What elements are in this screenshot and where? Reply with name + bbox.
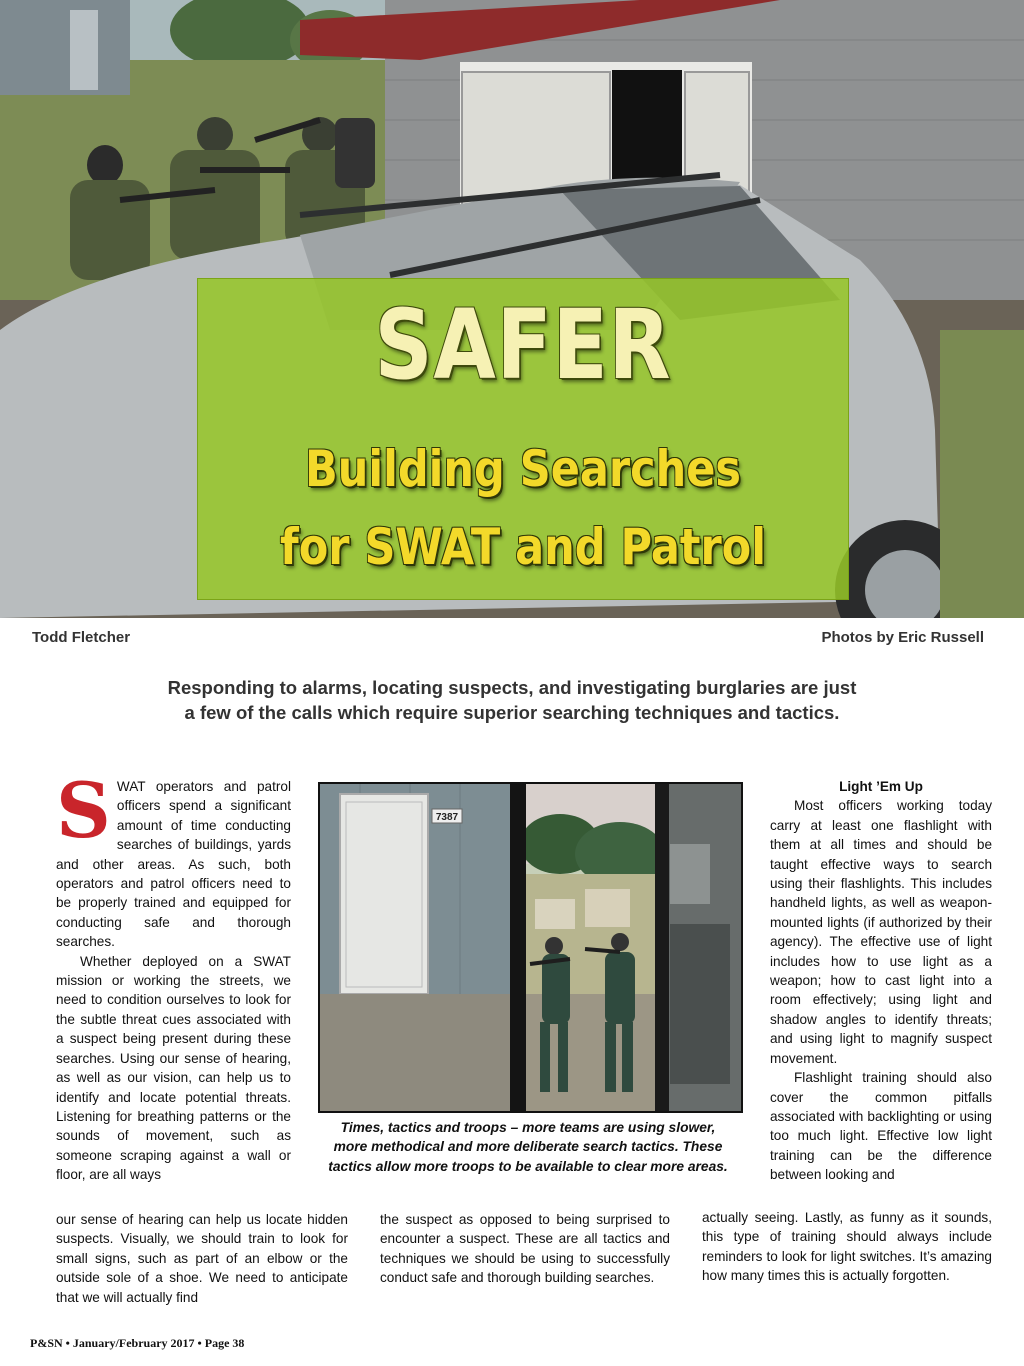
inset-photo-caption: Times, tactics and troops – more teams are using slower, more methodical and more deliberate search tactics. These tactics allow more troops to be available to clear more areas. — [328, 1120, 728, 1174]
body-paragraph-1: WAT operators and patrol officers spend a significant amount of time conducting searches of buildings, yards and other areas. As such, both operators and patrol officers need to be properly trained and equipped for conducting safe and thorough searches. — [56, 779, 291, 950]
body-paragraph-2: Whether deployed on a SWAT mission or working the streets, we need to condition ourselves to look for the subtle threat cues associated with a suspect being present during these searches. Using our sense of hearing, as well as our vision, can help us to identify and locate potential threats. Listening for breathing patterns or the sounds of movement, such as someone scraping against a wall or floor, are all ways — [56, 953, 291, 1183]
deck-line-1: Responding to alarms, locating suspects, and investigating burglaries are just — [167, 677, 857, 698]
body-column-right-top — [770, 777, 992, 1185]
body-paragraph-4: Flashlight training should also cover the common pitfalls associated with backlighting or using too much light. Effective low light training can be the difference between looking and — [770, 1070, 992, 1183]
body-paragraph-4-continued: actually seeing. Lastly, as funny as it sounds, this type of training should always include reminders to look for light switches. It’s amazing how many times this is actually forgotten. — [702, 1210, 992, 1284]
body-paragraph-3: Most officers working today carry at least one flashlight with them at all times and should be taught effective ways to search using their flashlights. This includes handheld lights, as well as weapon-mounted lights (if authorized by their agency). The effective use of light includes how to use light as a weapon; how to cast light into a room effectively; using light and shadow angles to identify threats; and using light to magnify suspect movement. — [770, 798, 992, 1066]
page-folio: P&SN • January/February 2017 • Page 38 — [30, 1336, 245, 1350]
drop-cap: S — [56, 766, 111, 855]
body-column-right-bottom — [702, 1208, 992, 1286]
section-heading-light-em-up: Light ’Em Up — [839, 779, 923, 794]
author-byline: Todd Fletcher — [32, 629, 131, 646]
photo-credit: Photos by Eric Russell — [821, 629, 984, 646]
body-column-left-bottom — [56, 1210, 348, 1307]
body-column-left-top — [56, 766, 291, 1185]
hero-photo — [0, 0, 1024, 618]
body-column-middle-bottom — [380, 1210, 670, 1288]
article-deck — [60, 675, 964, 725]
article-subtitle-line-2: for SWAT and Patrol — [280, 518, 766, 576]
inset-photo-scene — [320, 784, 741, 1111]
title-panel — [197, 278, 849, 600]
inset-photo — [318, 782, 743, 1113]
deck-line-2: a few of the calls which require superior searching techniques and tactics. — [184, 702, 840, 723]
article-subtitle-line-1: Building Searches — [305, 440, 741, 498]
door-number-sign: 7387 — [435, 812, 459, 823]
body-paragraph-2-continued: our sense of hearing can help us locate hidden suspects. Visually, we should train to look for small signs, such as part of an elbow or the outside sole of a shoe. We need to anticipate that we will actually find — [56, 1212, 348, 1305]
article-title: SAFER — [374, 289, 672, 401]
body-paragraph-2-end: the suspect as opposed to being surprised to encounter a suspect. These are all tactics and techniques we should be using to successfully conduct safe and thorough building searches. — [380, 1212, 670, 1286]
